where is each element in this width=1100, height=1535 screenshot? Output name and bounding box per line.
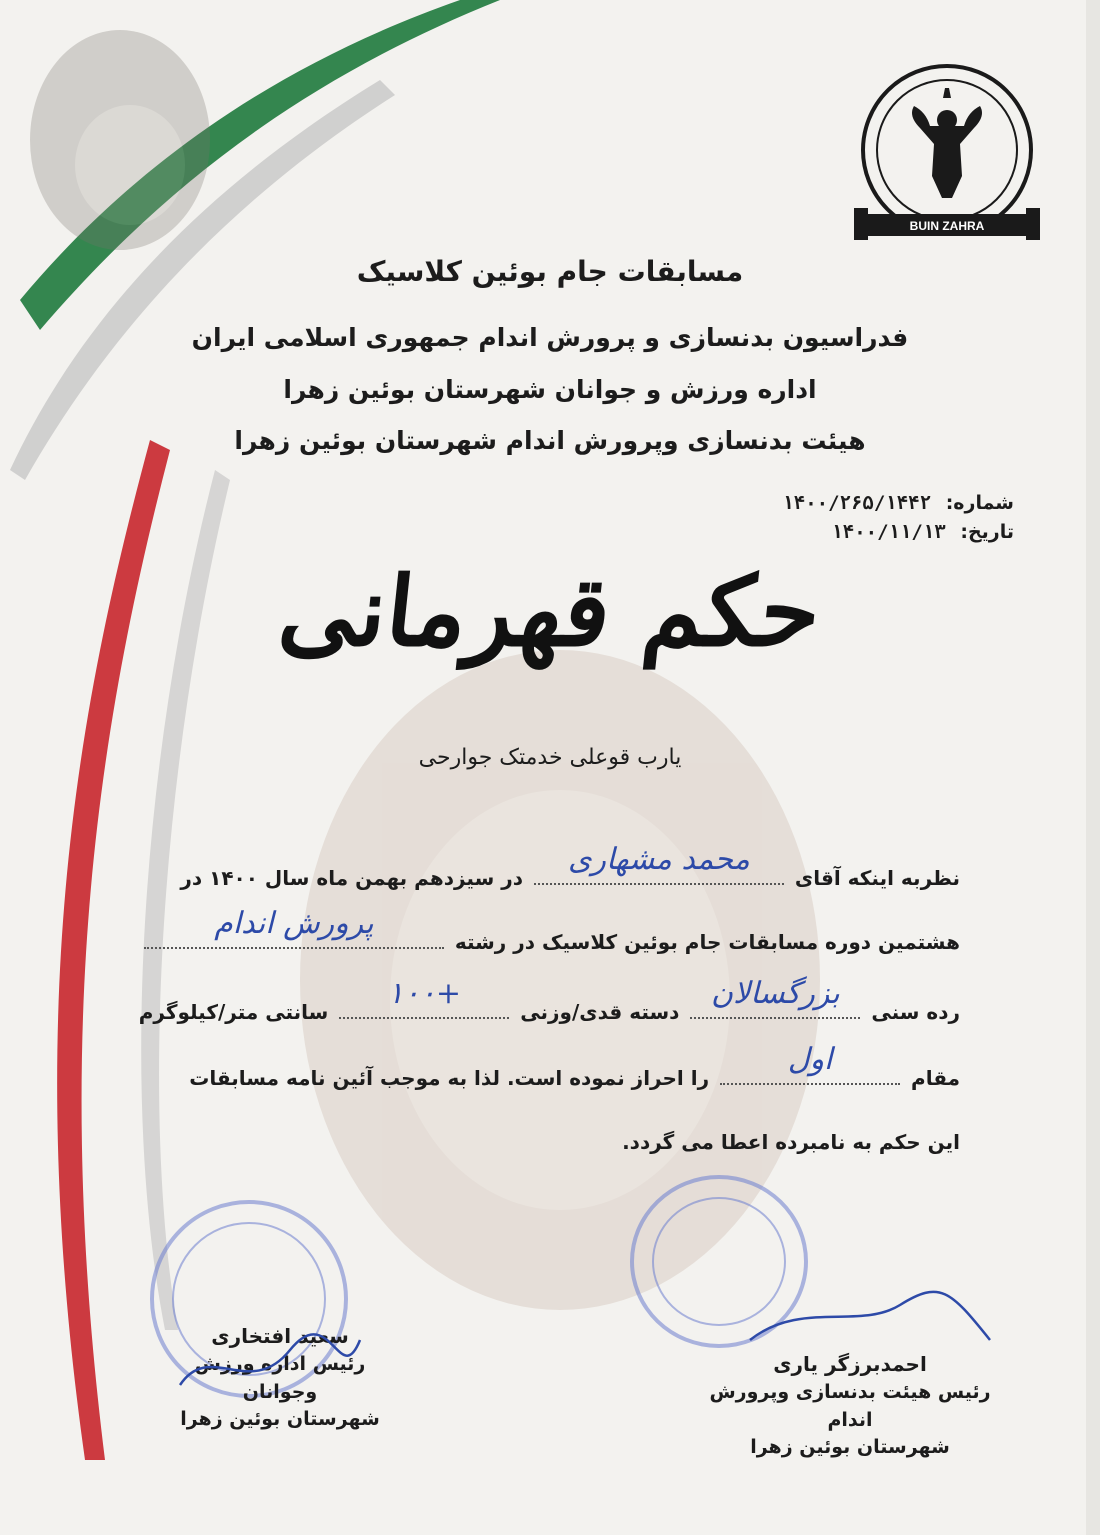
age-class-label: رده سنی xyxy=(871,1000,960,1024)
handwritten-name: محمد مشهاری xyxy=(568,842,750,877)
rank-label: مقام xyxy=(911,1066,960,1090)
left-signatory-name: سعید افتخاری xyxy=(211,1324,349,1348)
line4-suffix: را احراز نموده است. لذا به موجب آئین نامه مسابقات xyxy=(189,1066,710,1090)
date-label: تاریخ: xyxy=(960,521,1014,543)
number-label: شماره: xyxy=(945,492,1014,514)
body-line-5: این حکم به نامبرده اعطا می گردد. xyxy=(622,1130,960,1154)
federation-name: فدراسیون بدنسازی و پرورش اندام جمهوری اسلامی ایران xyxy=(191,323,909,352)
line1-suffix: در سیزدهم بهمن ماه سال ۱۴۰۰ در xyxy=(180,866,523,890)
competition-title: مسابقات جام بوئین کلاسیک xyxy=(356,255,744,288)
left-signatory-role: رئیس اداره ورزش وجوانان xyxy=(194,1353,366,1403)
weight-class-label: دسته قدی/وزنی xyxy=(520,1000,680,1024)
board-name: هیئت بدنسازی وپرورش اندام شهرستان بوئین زهرا xyxy=(234,426,866,455)
line1-prefix: نظربه اینکه آقای xyxy=(794,866,960,890)
certificate-title: حکم قهرمانی xyxy=(273,555,827,668)
line2-prefix: هشتمین دوره مسابقات جام بوئین کلاسیک در رشته xyxy=(454,930,960,954)
left-signatory-city: شهرستان بوئین زهرا xyxy=(180,1408,380,1431)
left-signature-scribble xyxy=(180,1334,360,1385)
sports-office-name: اداره ورزش و جوانان شهرستان بوئین زهرا xyxy=(283,375,817,404)
number-value: ۱۴۰۰/۲۶۵/۱۴۴۲ xyxy=(782,492,932,514)
handwritten-age-class: بزرگسالان xyxy=(711,976,840,1011)
right-signature-scribble xyxy=(750,1292,990,1340)
right-signatory-role: رئیس هیئت بدنسازی وپرورش اندام xyxy=(709,1381,991,1431)
prayer-line: یارب قوعلی خدمتک جوارحی xyxy=(418,745,682,770)
handwritten-weight-class: +۱۰۰ xyxy=(387,976,462,1011)
handwritten-discipline: پرورش اندام xyxy=(214,906,374,941)
right-signatory-name: احمدبرزگر یاری xyxy=(773,1352,927,1376)
unit-label: سانتی متر/کیلوگرم xyxy=(138,1000,329,1024)
date-value: ۱۴۰۰/۱۱/۱۳ xyxy=(831,521,946,543)
handwritten-rank: اول xyxy=(787,1042,833,1077)
right-signatory-city: شهرستان بوئین زهرا xyxy=(750,1436,950,1459)
logo-caption: BUIN ZAHRA xyxy=(909,219,985,233)
